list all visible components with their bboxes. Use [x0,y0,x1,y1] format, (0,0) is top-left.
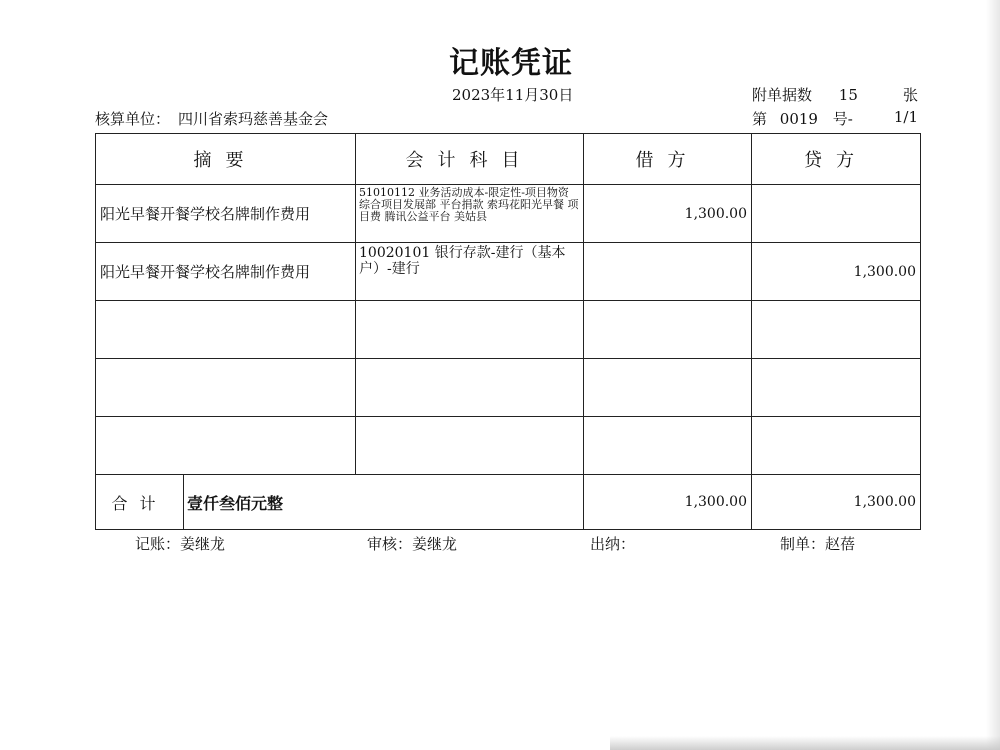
total-row [96,475,921,530]
total-debit: 1,300.00 [584,475,752,530]
row-debit [584,359,752,417]
row-subject [356,359,584,417]
attachments-label: 附单据数 [752,86,813,104]
total-label: 合计 [96,475,184,530]
footer-reviewer [367,533,457,554]
number-prefix: 第 [752,110,768,128]
header-subject: 会计科目 [356,134,584,185]
voucher-number [752,108,922,129]
reviewer-name: 姜继龙 [412,535,458,553]
bookkeeper-name: 姜继龙 [180,535,226,553]
row-summary [96,417,356,475]
table-row [96,359,921,417]
attachments-count: 15 [838,86,858,104]
row-debit: 1,300.00 [584,185,752,243]
preparer-name: 赵蓓 [825,535,856,553]
row-debit [584,243,752,301]
page-count: 1/1 [893,108,918,126]
scan-edge-bottom [610,736,1000,750]
row-summary [96,359,356,417]
row-summary: 阳光早餐开餐学校名牌制作费用 [96,243,356,301]
table-header [96,134,921,185]
total-credit: 1,300.00 [752,475,921,530]
row-credit [752,301,921,359]
cashier-label: 出纳： [590,535,636,553]
voucher-title: 记账凭证 [449,46,573,81]
unit-name: 四川省索玛慈善基金会 [178,110,329,128]
unit-label: 核算单位： [95,110,171,128]
header-credit: 贷方 [752,134,921,185]
ledger-table [95,133,921,530]
table-row [96,185,921,243]
row-debit [584,417,752,475]
footer-cashier [590,533,635,554]
row-subject [356,417,584,475]
row-subject [356,301,584,359]
voucher-date: 2023年11月30日 [452,86,574,104]
row-summary [96,301,356,359]
row-credit [752,359,921,417]
row-subject: 51010112 业务活动成本-限定性-项目物资 综合项目发展部 平台捐款 索玛花阳光早餐 项目费 腾讯公益平台 美姑县 [356,185,584,243]
attachments-info [752,84,922,105]
row-credit [752,185,921,243]
attachments-unit: 张 [902,86,918,104]
reviewer-label: 审核： [367,535,413,553]
accounting-unit [95,108,328,129]
row-summary: 阳光早餐开餐学校名牌制作费用 [96,185,356,243]
header-debit: 借方 [584,134,752,185]
footer-bookkeeper [135,533,225,554]
table-row [96,301,921,359]
number-suffix: 号- [832,110,853,128]
row-credit: 1,300.00 [752,243,921,301]
preparer-label: 制单： [780,535,826,553]
row-subject: 10020101 银行存款-建行（基本户）-建行 [356,243,584,301]
row-debit [584,301,752,359]
row-credit [752,417,921,475]
table-row [96,243,921,301]
header-summary: 摘要 [96,134,356,185]
footer-preparer [780,533,855,554]
total-amount-words: 壹仟叁佰元整 [184,475,584,530]
scan-edge-right [986,0,1000,750]
table-row [96,417,921,475]
bookkeeper-label: 记账： [135,535,181,553]
number-value: 0019 [779,110,818,128]
